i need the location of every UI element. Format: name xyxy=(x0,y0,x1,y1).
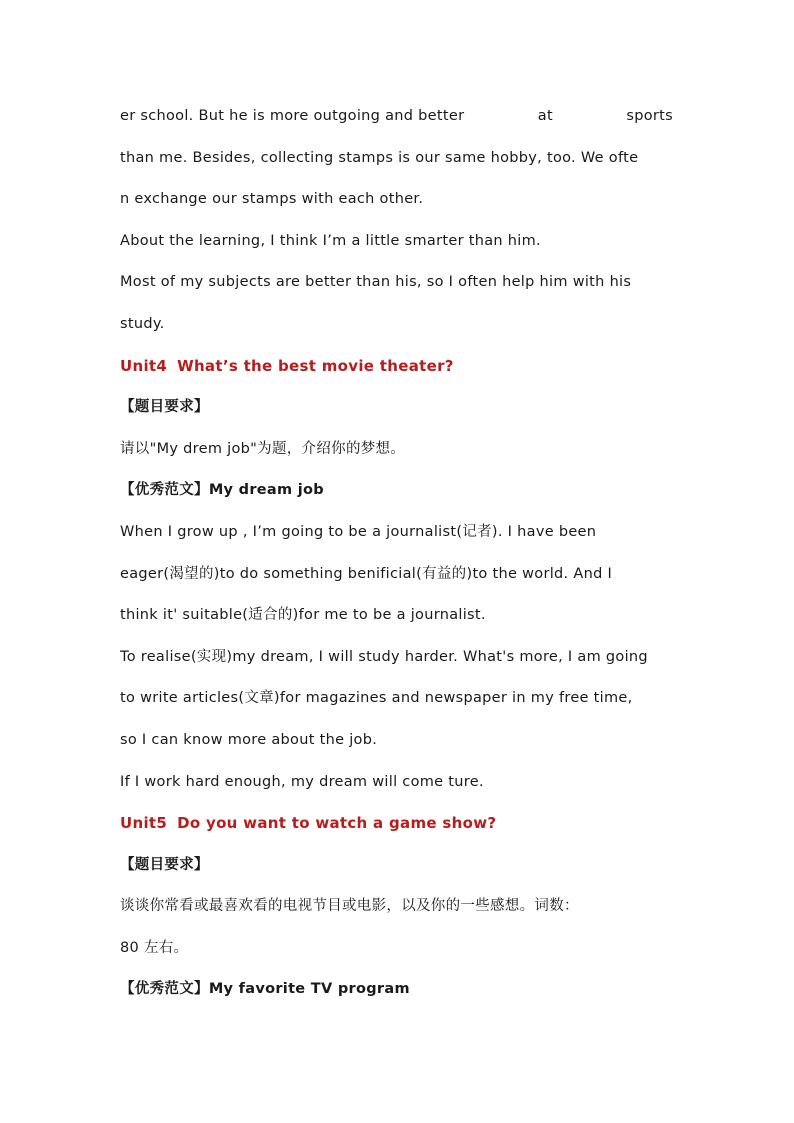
document-page xyxy=(120,98,673,1013)
text-segment: sports xyxy=(626,108,673,124)
paragraph-line: than me. Besides, collecting stamps is our same hobby, too. We ofte xyxy=(120,149,639,166)
sample-label: 【优秀范文】 xyxy=(120,482,209,499)
unit-title: What’s the best movie theater? xyxy=(177,356,454,375)
paragraph-line: n exchange our stamps with each other. xyxy=(120,191,424,208)
essay-line: When I grow up , I’m going to be a journalist(记者). I have been xyxy=(120,523,597,540)
sample-title: My dream job xyxy=(208,482,324,499)
paragraph-line: About the learning, I think I’m a little smarter than him. xyxy=(120,232,541,249)
essay-line: so I can know more about the job. xyxy=(120,731,378,748)
sample-title: My favorite TV program xyxy=(208,981,410,998)
unit-label: Unit5 xyxy=(120,814,168,833)
unit5-heading xyxy=(120,805,673,847)
sample-heading xyxy=(120,472,673,514)
sample-heading xyxy=(120,971,673,1013)
requirement-label: 【题目要求】 xyxy=(120,856,209,873)
paragraph-line: study. xyxy=(120,315,165,332)
unit-title: Do you want to watch a game show? xyxy=(177,814,497,833)
essay-line: think it' suitable(适合的)for me to be a journalist. xyxy=(120,607,486,624)
requirement-label: 【题目要求】 xyxy=(120,399,209,416)
essay-line: to write articles(文章)for magazines and newspaper in my free time, xyxy=(120,690,633,707)
requirement-text: 80 左右。 xyxy=(120,939,189,956)
text-segment: er school. But he is more outgoing and better xyxy=(120,108,465,124)
essay-line: To realise(实现)my dream, I will study harder. What's more, I am going xyxy=(120,648,648,665)
essay-line: eager(渴望的)to do something benificial(有益的)to the world. And I xyxy=(120,565,613,582)
paragraph-line: Most of my subjects are better than his, so I often help him with his xyxy=(120,274,632,291)
paragraph-line xyxy=(120,98,673,140)
requirement-text: 请以"My drem job"为题，介绍你的梦想。 xyxy=(120,440,406,457)
unit-label: Unit4 xyxy=(120,356,168,375)
sample-label: 【优秀范文】 xyxy=(120,981,209,998)
text-segment: at xyxy=(537,108,553,124)
unit4-heading xyxy=(120,348,673,390)
requirement-text: 谈谈你常看或最喜欢看的电视节目或电影，以及你的一些感想。词数： xyxy=(120,898,579,915)
essay-line: If I work hard enough, my dream will come ture. xyxy=(120,773,484,790)
